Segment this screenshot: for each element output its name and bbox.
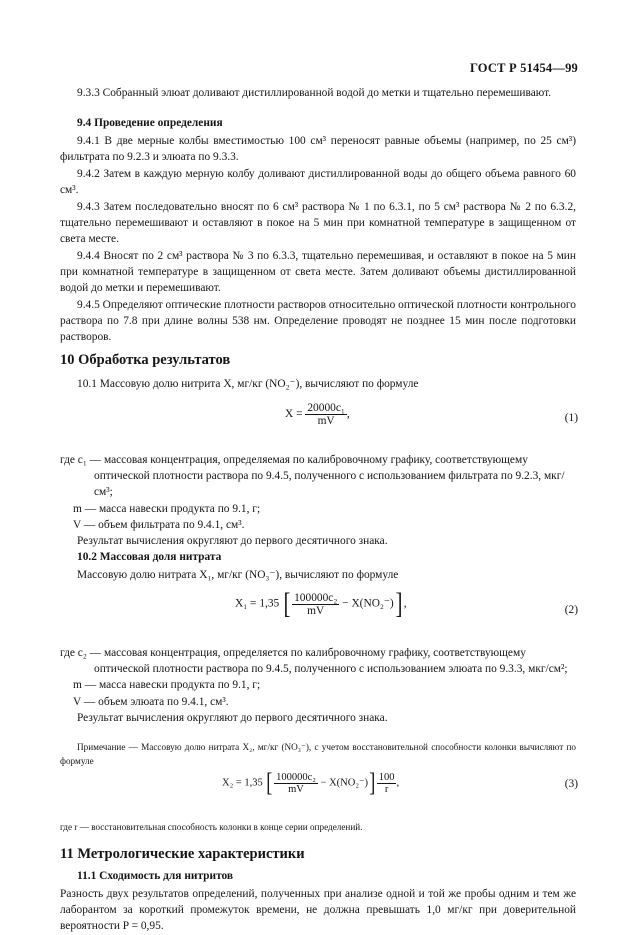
formula-2-denominator: mV bbox=[307, 604, 325, 617]
paragraph-10-2: Массовую долю нитрата X₁, мг/кг (NO₃⁻), вычисляют по формуле bbox=[77, 569, 399, 581]
formula-1-tail: , bbox=[346, 408, 350, 421]
bracket-close-icon: ] bbox=[369, 768, 376, 797]
formula-2-tail: , bbox=[403, 597, 407, 610]
formula-2-subtract: − X(NO₂⁻) bbox=[342, 597, 394, 610]
section-10-title: 10 Обработка результатов bbox=[60, 352, 231, 368]
formula-3-numerator-2: 100 bbox=[378, 771, 395, 783]
where-block-1 bbox=[60, 452, 576, 549]
formula-3-number: (3) bbox=[564, 778, 578, 790]
section-11-1-title: 11.1 Сходимость для нитритов bbox=[77, 870, 234, 882]
formula-3-denominator-2: r bbox=[384, 783, 389, 795]
formula-2-numerator: 100000c₂ bbox=[294, 591, 338, 604]
paragraph-11-1: Разность двух результатов определений, полученных при анализе одной и той же пробы одним и тем же лаборантом за короткий промежуток времени, не должна превышать 1,0 мг/кг при доверительной вероятности P = 0,95. bbox=[60, 888, 576, 933]
section-9-4-title: 9.4 Проведение определения bbox=[77, 117, 223, 129]
where-2-c2: где c₂ — массовая концентрация, определяется по калибровочному графику, соответствующему оптической плотности раствора по 9.4.5, полученного с использованием элюата по 9.3.3, мкг/см²; bbox=[60, 647, 568, 676]
paragraph-9-3-3: 9.3.3 Собранный элюат доливают дистиллированной водой до метки и тщательно перемешивают. bbox=[77, 87, 552, 99]
paragraph-9-4-3: 9.4.3 Затем последовательно вносят по 6 см³ раствора № 1 по 6.3.1, по 5 см³ раствора № 2 по 6.3.2, тщательно перемешивают и оставляют в покое на 5 мин при комнатной температуре в защищенном от света месте. bbox=[60, 201, 576, 246]
where-block-2 bbox=[60, 645, 576, 726]
formula-1-lhs: X = bbox=[285, 408, 303, 421]
formula-3-numerator: 100000c₂ bbox=[276, 771, 316, 783]
section-11-title: 11 Метрологические характеристики bbox=[60, 846, 305, 862]
round-note-2: Результат вычисления округляют до первого десятичного знака. bbox=[77, 711, 388, 724]
paragraph-9-4-2: 9.4.2 Затем в каждую мерную колбу доливают дистиллированной воды до общего объема равного 60 см³. bbox=[60, 168, 576, 197]
note-where: где r — восстановительная способность колонки в конце серии определений. bbox=[60, 822, 363, 832]
formula-3-denominator: mV bbox=[288, 783, 304, 795]
where-2-V: V — объем элюата по 9.4.1, см³. bbox=[73, 695, 229, 708]
where-2-m: m — масса навески продукта по 9.1, г; bbox=[73, 679, 261, 692]
section-10-2-title: 10.2 Массовая доля нитрата bbox=[77, 551, 222, 563]
formula-2-fraction bbox=[292, 592, 339, 617]
round-note-1: Результат вычисления округляют до первого десятичного знака. bbox=[77, 535, 388, 548]
where-1-m: m — масса навески продукта по 9.1, г; bbox=[73, 502, 261, 515]
formula-1-denominator: mV bbox=[317, 415, 335, 427]
formula-1 bbox=[285, 402, 350, 427]
bracket-open-icon: [ bbox=[283, 587, 291, 620]
formula-1-number: (1) bbox=[564, 412, 578, 424]
formula-1-numerator: 20000c₁ bbox=[307, 402, 345, 414]
formula-3-tail: , bbox=[396, 777, 400, 789]
formula-3-fraction-2 bbox=[377, 771, 400, 795]
paragraph-9-4-5: 9.4.5 Определяют оптические плотности растворов относительно оптической плотности контрольного раствора по 7.8 при длине волны 538 нм. Определение проводят не позднее 15 мин после подготовки растворов. bbox=[60, 299, 576, 344]
formula-1-fraction bbox=[305, 402, 347, 427]
paragraph-9-4-1: 9.4.1 В две мерные колбы вместимостью 100 см³ переносят равные объемы (например, по 25 см³) фильтрата по 9.2.3 и элюата по 9.3.3. bbox=[60, 135, 576, 164]
formula-2-number: (2) bbox=[564, 604, 578, 616]
formula-3-fraction bbox=[274, 772, 318, 795]
where-1-c1: где c₁ — массовая концентрация, определяемая по калибровочному графику, соответствующему оптической плотности раствора по 9.4.5, полученного с использованием фильтрата по 9.2.3, мкг/см³; bbox=[60, 454, 565, 499]
paragraph-10-1: 10.1 Массовую долю нитрита X, мг/кг (NO₂⁻), вычисляют по формуле bbox=[77, 378, 419, 390]
formula-3-subtract: − X(NO₂⁻) bbox=[320, 777, 369, 789]
where-1-V: V — объем фильтрата по 9.4.1, см³. bbox=[73, 518, 245, 531]
formula-2-lhs: X₁ = 1,35 bbox=[235, 597, 280, 610]
document-header: ГОСТ Р 51454—99 bbox=[469, 61, 578, 75]
formula-3-lhs: X₂ = 1,35 bbox=[222, 777, 263, 789]
formula-3 bbox=[222, 768, 399, 798]
note-text: Примечание — Массовую долю нитрата X₂, мг/кг (NO₃⁻), с учетом восстановительной способности колонки вычисляют по формуле bbox=[60, 742, 576, 766]
paragraph-9-4-4: 9.4.4 Вносят по 2 см³ раствора № 3 по 6.3.3, тщательно перемешивая, и оставляют в покое на 5 мин при комнатной температуре в защищенном от света месте. Затем доливают объемы дистиллированной водой до метки и перемешивают. bbox=[60, 250, 576, 295]
formula-2 bbox=[235, 589, 407, 619]
bracket-close-icon: ] bbox=[395, 587, 403, 620]
bracket-open-icon: [ bbox=[266, 768, 273, 797]
